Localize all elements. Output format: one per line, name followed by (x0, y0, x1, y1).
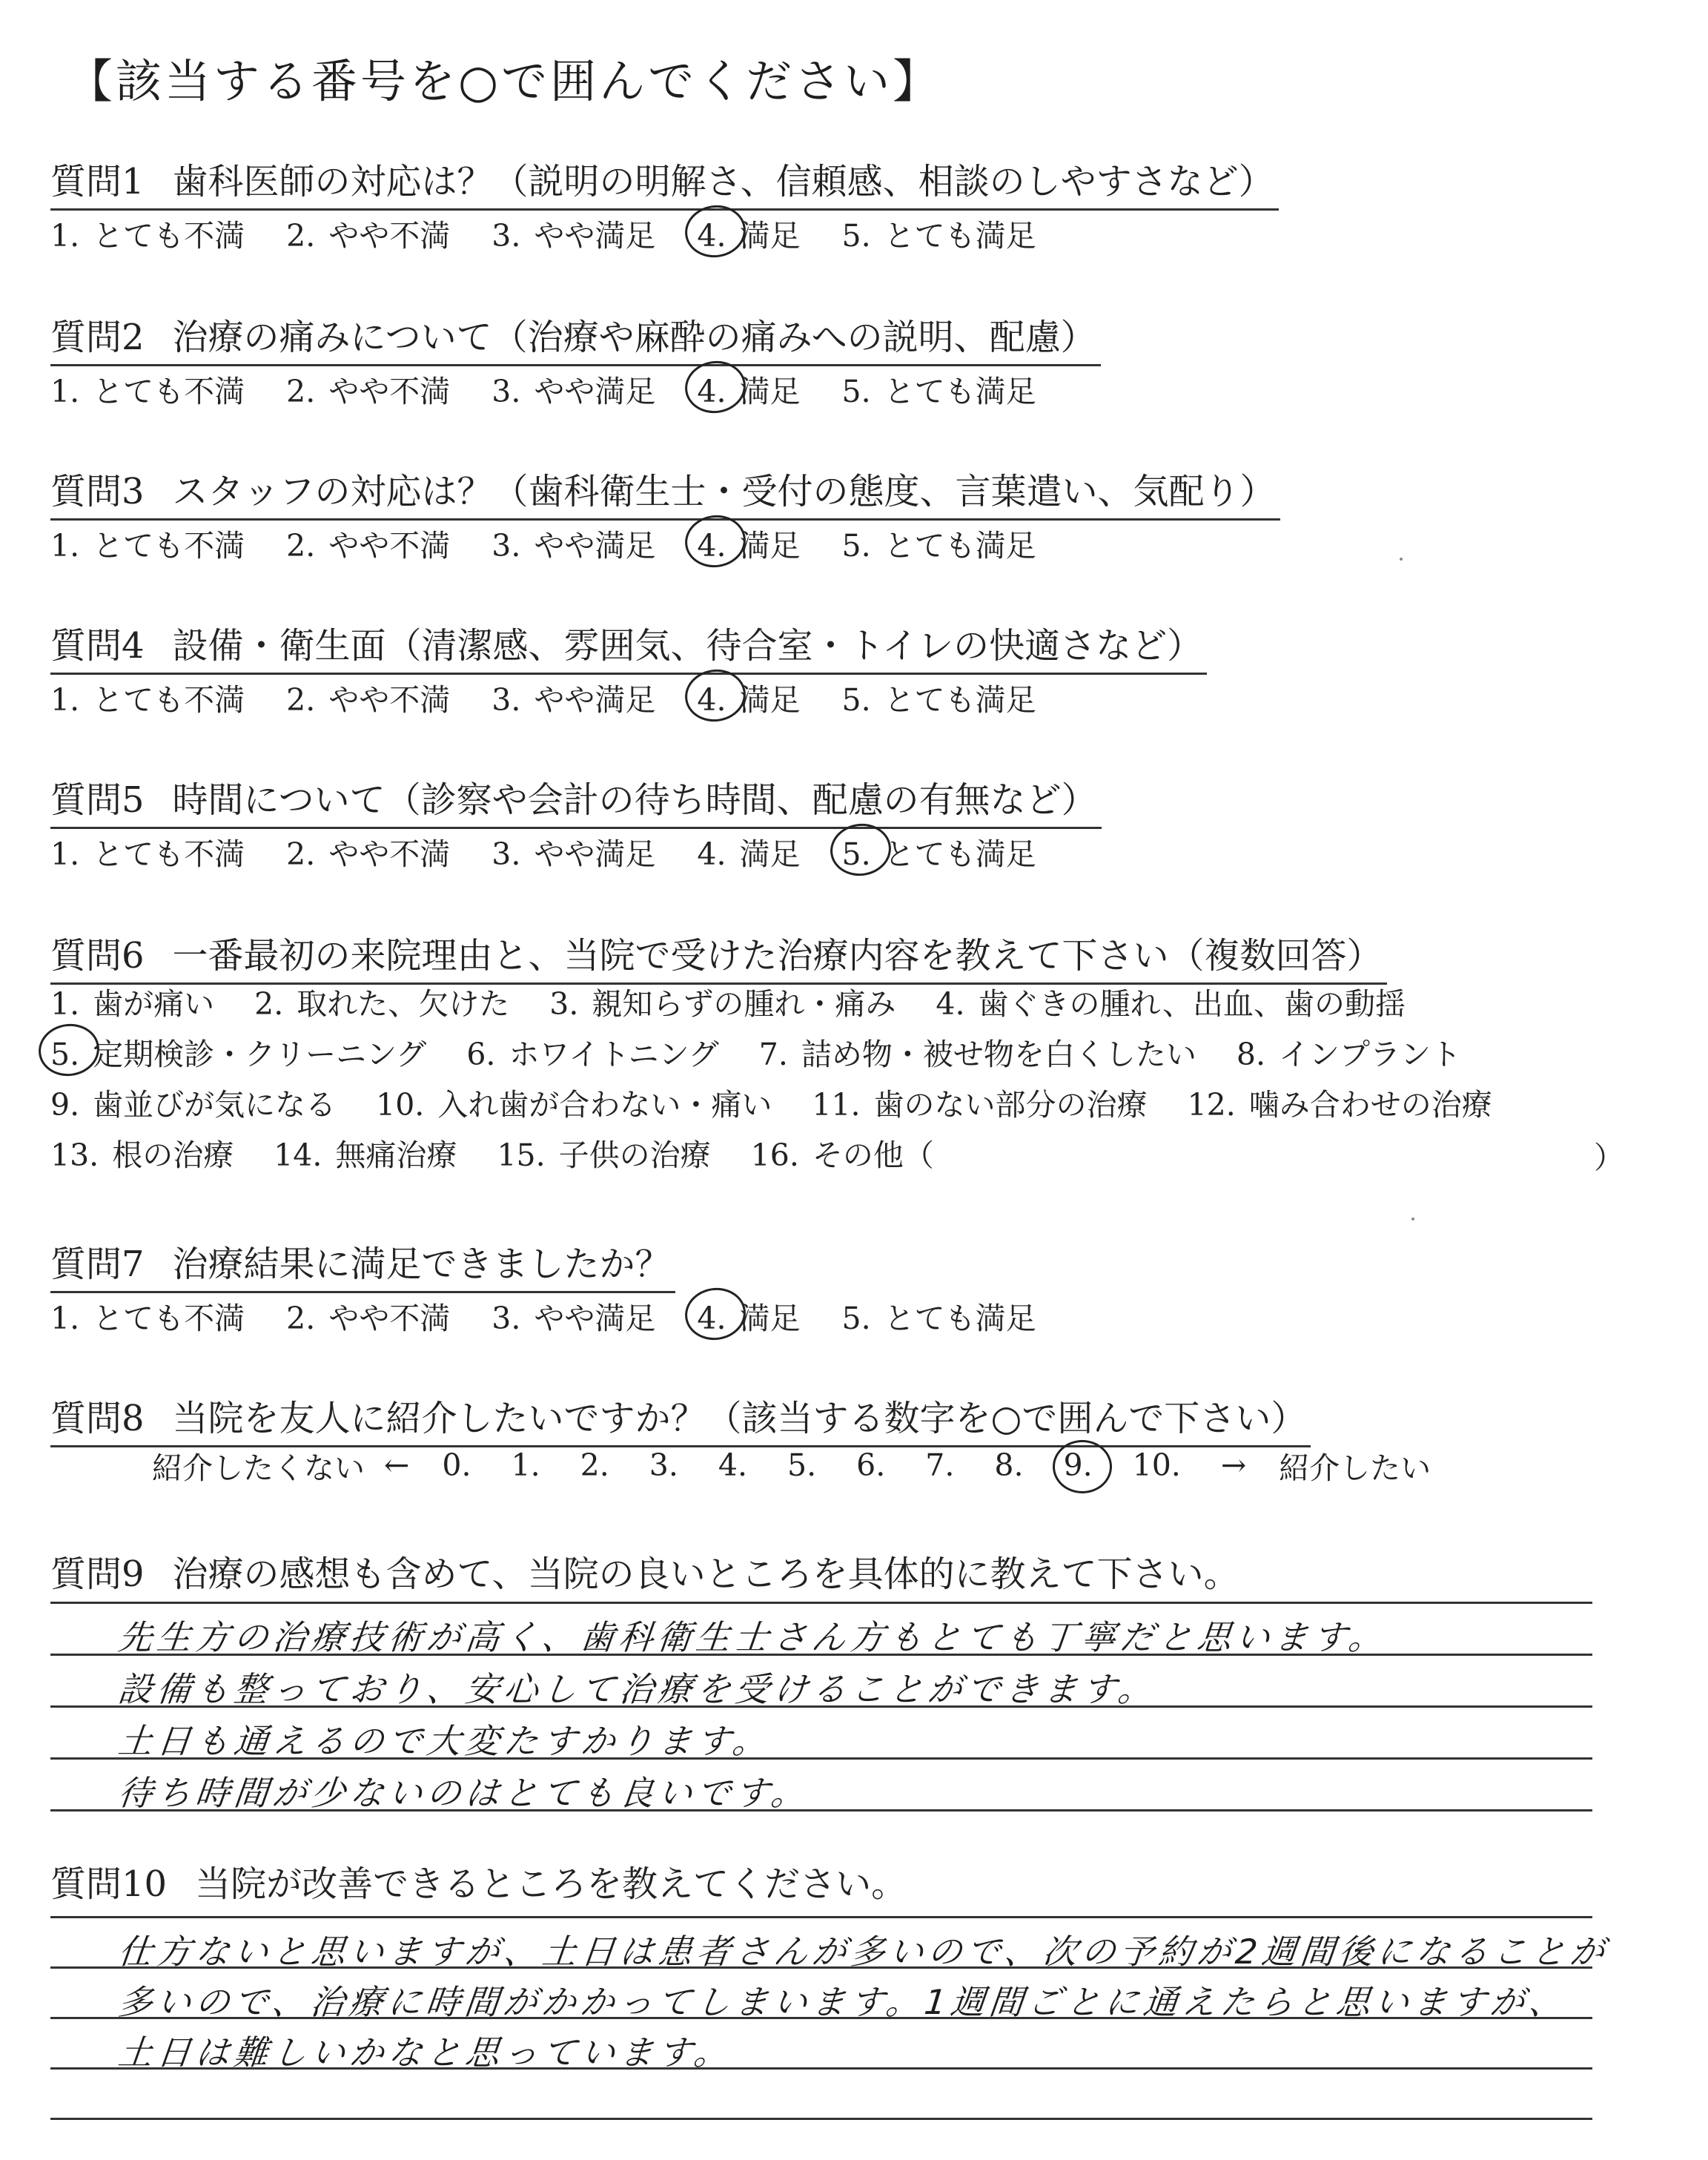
option-label: やや不満 (328, 1300, 451, 1336)
rating-option[interactable] (50, 211, 245, 255)
option-number: 5. (50, 1036, 80, 1072)
option-number: 13. (50, 1137, 99, 1173)
scan-speckle (1411, 1218, 1414, 1221)
option-label: 噛み合わせの治療 (1248, 1086, 1492, 1123)
option-number: 1. (50, 373, 80, 409)
question-number: 質問8 (50, 1398, 145, 1439)
option-number: 1. (50, 681, 80, 718)
question-text: 一番最初の来院理由と、当院で受けた治療内容を教えて下さい（複数回答） (172, 935, 1383, 977)
option-label: やや不満 (328, 836, 451, 872)
rating-option[interactable] (286, 367, 450, 411)
option-number: 3. (491, 836, 521, 872)
option-label: 満足 (739, 217, 801, 254)
option-number: 2. (254, 985, 284, 1022)
option-label: やや満足 (534, 527, 656, 564)
scan-speckle (1400, 558, 1403, 561)
option-label: とても満足 (884, 681, 1036, 718)
option-number: 5. (841, 681, 871, 718)
rating-option[interactable] (286, 830, 450, 873)
question-7-title (50, 1235, 675, 1293)
option-number: 2. (286, 836, 316, 872)
question-4-title (50, 617, 1207, 675)
question-text: 歯科医師の対応は？（説明の明解さ、信頼感、相談のしやすさなど） (172, 161, 1274, 202)
option-number: 4. (697, 836, 726, 872)
reason-option[interactable] (1237, 1030, 1461, 1074)
question-6-title (50, 927, 1387, 985)
scale-value[interactable]: 9. (1063, 1447, 1093, 1483)
reason-option[interactable] (254, 980, 509, 1023)
reason-option[interactable] (812, 1080, 1147, 1124)
option-label: 無痛治療 (335, 1137, 457, 1173)
option-number: 2. (286, 1300, 316, 1336)
option-number: 4. (936, 985, 965, 1022)
question-9-title (50, 1545, 1244, 1601)
option-label: とても満足 (884, 527, 1036, 564)
question-3-title (50, 463, 1280, 521)
question-5-title (50, 771, 1102, 829)
scale-left-label: 紹介したくない (152, 1450, 365, 1486)
page-heading: 【該当する番号を○で囲んでください】 (67, 54, 942, 108)
handwritten-answer-line: 土日も通えるので大変たすかります。 (116, 1721, 773, 1761)
option-number: 4. (697, 373, 726, 409)
rating-option[interactable] (842, 1294, 1036, 1338)
handwritten-answer-line: 仕方ないと思いますが、土日は患者さんが多いので、次の予約が2週間後になることが (116, 1932, 1611, 1972)
option-number: 3. (491, 1300, 521, 1336)
option-label: インプラント (1279, 1036, 1461, 1072)
option-label: 取れた、欠けた (297, 985, 510, 1022)
rating-option[interactable] (697, 830, 800, 873)
question-number: 質問1 (50, 161, 145, 202)
option-label: とても不満 (93, 681, 245, 718)
rating-option[interactable] (50, 1294, 245, 1338)
option-label: 満足 (739, 527, 801, 564)
option-number: 5. (841, 527, 871, 564)
reason-option[interactable] (751, 1131, 934, 1175)
scale-value[interactable]: 4. (718, 1447, 747, 1483)
option-number: 4. (697, 217, 726, 254)
option-number: 5. (841, 373, 871, 409)
rating-option[interactable] (697, 521, 800, 565)
option-number: 1. (50, 985, 80, 1022)
question-7-options (50, 1293, 1078, 1338)
option-number: 6. (466, 1036, 496, 1072)
option-label: とても満足 (884, 1300, 1036, 1336)
recommend-scale (152, 1443, 1431, 1487)
rating-option[interactable] (491, 211, 655, 255)
rating-option[interactable] (842, 521, 1036, 565)
option-label: 満足 (739, 836, 801, 872)
scale-right-label: 紹介したい (1279, 1450, 1431, 1486)
scale-value[interactable]: 8. (994, 1447, 1024, 1483)
option-label: やや不満 (328, 527, 451, 564)
option-label: その他（ (812, 1137, 934, 1173)
option-label: 歯が痛い (93, 985, 215, 1022)
question-text: 治療結果に満足できましたか？ (172, 1244, 671, 1285)
rating-option[interactable] (286, 676, 450, 719)
reason-option[interactable] (50, 980, 214, 1023)
question-text: 当院が改善できるところを教えてください。 (195, 1863, 907, 1905)
option-label: 子供の治療 (558, 1137, 711, 1173)
option-label: とても不満 (93, 1300, 245, 1336)
question-1-options (50, 211, 1078, 255)
reason-option[interactable] (936, 980, 1406, 1023)
rating-option[interactable] (50, 676, 245, 719)
handwritten-answer-line: 設備も整っており、安心して治療を受けることができます。 (116, 1669, 1159, 1709)
question-text: スタッフの対応は？（歯科衛生士・受付の態度、言葉遣い、気配り） (172, 471, 1276, 512)
scale-value[interactable]: 6. (856, 1447, 886, 1483)
question-8-title (50, 1390, 1311, 1447)
option-label: とても満足 (884, 373, 1036, 409)
question-text: 当院を友人に紹介したいですか？（該当する数字を○で囲んで下さい） (172, 1398, 1307, 1439)
option-number: 12. (1187, 1086, 1236, 1123)
rating-option[interactable] (842, 830, 1036, 873)
rating-option[interactable] (491, 676, 655, 719)
option-label: 定期検診・クリーニング (93, 1036, 427, 1072)
rating-option[interactable] (286, 521, 450, 565)
option-number: 5. (841, 836, 871, 872)
reason-option[interactable] (759, 1030, 1196, 1074)
handwritten-answer-line: 待ち時間が少ないのはとても良いです。 (116, 1773, 812, 1813)
option-number: 1. (50, 217, 80, 254)
option-number: 15. (497, 1137, 546, 1173)
option-number: 2. (286, 373, 316, 409)
reason-option[interactable] (1188, 1080, 1492, 1124)
option-label: とても不満 (93, 373, 245, 409)
handwritten-answer-line: 土日は難しいかなと思っています。 (116, 2032, 735, 2073)
rating-option[interactable] (697, 367, 800, 411)
question-text: 治療の痛みについて（治療や麻酔の痛みへの説明、配慮） (172, 317, 1096, 358)
question-number: 質問10 (50, 1863, 168, 1905)
option-label: やや不満 (328, 681, 451, 718)
left-arrow-icon: ← (384, 1447, 410, 1483)
option-label: とても不満 (93, 217, 245, 254)
option-label: やや満足 (534, 836, 656, 872)
reason-option[interactable] (376, 1080, 772, 1124)
option-number: 4. (697, 681, 726, 718)
question-6-row (50, 1029, 1501, 1074)
scale-value[interactable]: 10. (1132, 1447, 1181, 1483)
option-number: 4. (697, 527, 726, 564)
question-text: 設備・衛生面（清潔感、雰囲気、待合室・トイレの快適さなど） (172, 625, 1203, 667)
option-number: 14. (274, 1137, 322, 1173)
question-number: 質問9 (50, 1553, 145, 1595)
option-number: 11. (812, 1086, 861, 1123)
option-number: 1. (50, 527, 80, 564)
right-arrow-icon: → (1220, 1447, 1247, 1483)
handwritten-answer-line: 多いので、治療に時間がかかってしまいます。1週間ごとに通えたらと思いますが、 (116, 1982, 1570, 2022)
option-number: 2. (286, 681, 316, 718)
reason-option[interactable] (466, 1030, 718, 1074)
option-number: 1. (50, 1300, 80, 1336)
question-6-row (50, 1130, 974, 1175)
rating-option[interactable] (842, 211, 1036, 255)
option-label: とても満足 (884, 836, 1036, 872)
rating-option[interactable] (697, 1294, 800, 1338)
answer-line (50, 1916, 1592, 1918)
rating-option[interactable] (491, 521, 655, 565)
question-number: 質問2 (50, 317, 145, 358)
scale-value[interactable]: 3. (649, 1447, 678, 1483)
question-number: 質問3 (50, 471, 145, 512)
other-close-paren: ） (1594, 1140, 1624, 1175)
question-number: 質問6 (50, 935, 145, 977)
option-number: 10. (376, 1086, 425, 1123)
reason-option[interactable] (50, 1030, 426, 1074)
answer-line (50, 2118, 1592, 2120)
rating-option[interactable] (286, 211, 450, 255)
question-text: 時間について（診察や会計の待ち時間、配慮の有無など） (172, 779, 1097, 821)
option-number: 8. (1236, 1036, 1265, 1072)
option-number: 1. (50, 836, 80, 872)
option-number: 5. (841, 1300, 871, 1336)
option-label: とても不満 (93, 527, 245, 564)
scale-value[interactable]: 5. (787, 1447, 817, 1483)
rating-option[interactable] (491, 1294, 655, 1338)
option-number: 3. (491, 217, 521, 254)
scale-value[interactable]: 0. (442, 1447, 471, 1483)
option-label: やや満足 (534, 681, 656, 718)
option-label: やや満足 (534, 373, 656, 409)
option-number: 3. (491, 527, 521, 564)
scale-value[interactable]: 7. (925, 1447, 955, 1483)
rating-option[interactable] (50, 830, 245, 873)
option-label: 根の治療 (112, 1137, 234, 1173)
scale-value[interactable]: 1. (511, 1447, 540, 1483)
rating-option[interactable] (50, 521, 245, 565)
question-2-title (50, 308, 1101, 366)
option-number: 3. (549, 985, 579, 1022)
option-number: 7. (758, 1036, 788, 1072)
option-label: 満足 (739, 681, 801, 718)
option-label: やや満足 (534, 217, 656, 254)
option-label: 親知らずの腫れ・痛み (592, 985, 896, 1022)
question-5-options (50, 829, 1078, 873)
question-6-row (50, 979, 1446, 1023)
option-number: 4. (697, 1300, 726, 1336)
rating-option[interactable] (491, 367, 655, 411)
option-label: やや不満 (328, 373, 451, 409)
question-2-options (50, 366, 1078, 411)
scale-value[interactable]: 2. (580, 1447, 609, 1483)
option-label: 詰め物・被せ物を白くしたい (801, 1036, 1196, 1072)
option-label: 満足 (739, 373, 801, 409)
option-label: ホワイトニング (509, 1036, 719, 1072)
question-number: 質問4 (50, 625, 145, 667)
option-label: 歯ぐきの腫れ、出血、歯の動揺 (978, 985, 1406, 1022)
option-number: 2. (286, 527, 316, 564)
handwritten-answer-line: 先生方の治療技術が高く、歯科衛生士さん方もとても丁寧だと思います。 (116, 1617, 1389, 1657)
question-number: 質問5 (50, 779, 145, 821)
question-number: 質問7 (50, 1244, 145, 1285)
reason-option[interactable] (497, 1131, 710, 1175)
reason-option[interactable] (274, 1131, 457, 1175)
rating-option[interactable] (697, 676, 800, 719)
answer-line (50, 1602, 1592, 1604)
question-text: 治療の感想も含めて、当院の良いところを具体的に教えて下さい。 (172, 1553, 1239, 1595)
question-6-row (50, 1080, 1532, 1124)
option-label: やや満足 (534, 1300, 656, 1336)
reason-option[interactable] (50, 1131, 234, 1175)
option-label: 満足 (739, 1300, 801, 1336)
option-number: 3. (491, 373, 521, 409)
reason-option[interactable] (549, 980, 896, 1023)
option-number: 2. (286, 217, 316, 254)
option-number: 9. (50, 1086, 80, 1123)
question-4-options (50, 675, 1078, 719)
rating-option[interactable] (491, 830, 655, 873)
rating-option[interactable] (842, 676, 1036, 719)
option-number: 16. (750, 1137, 799, 1173)
option-label: 歯並びが気になる (93, 1086, 337, 1123)
option-label: やや不満 (328, 217, 451, 254)
rating-option[interactable] (286, 1294, 450, 1338)
reason-option[interactable] (50, 1080, 336, 1124)
rating-option[interactable] (697, 211, 800, 255)
question-1-title (50, 153, 1279, 211)
question-10-title (50, 1855, 911, 1911)
option-number: 3. (491, 681, 521, 718)
question-3-options (50, 521, 1078, 565)
option-label: とても満足 (884, 217, 1036, 254)
option-label: とても不満 (93, 836, 245, 872)
option-label: 歯のない部分の治療 (873, 1086, 1148, 1123)
rating-option[interactable] (50, 367, 245, 411)
option-number: 5. (841, 217, 871, 254)
option-label: 入れ歯が合わない・痛い (437, 1086, 772, 1123)
rating-option[interactable] (842, 367, 1036, 411)
